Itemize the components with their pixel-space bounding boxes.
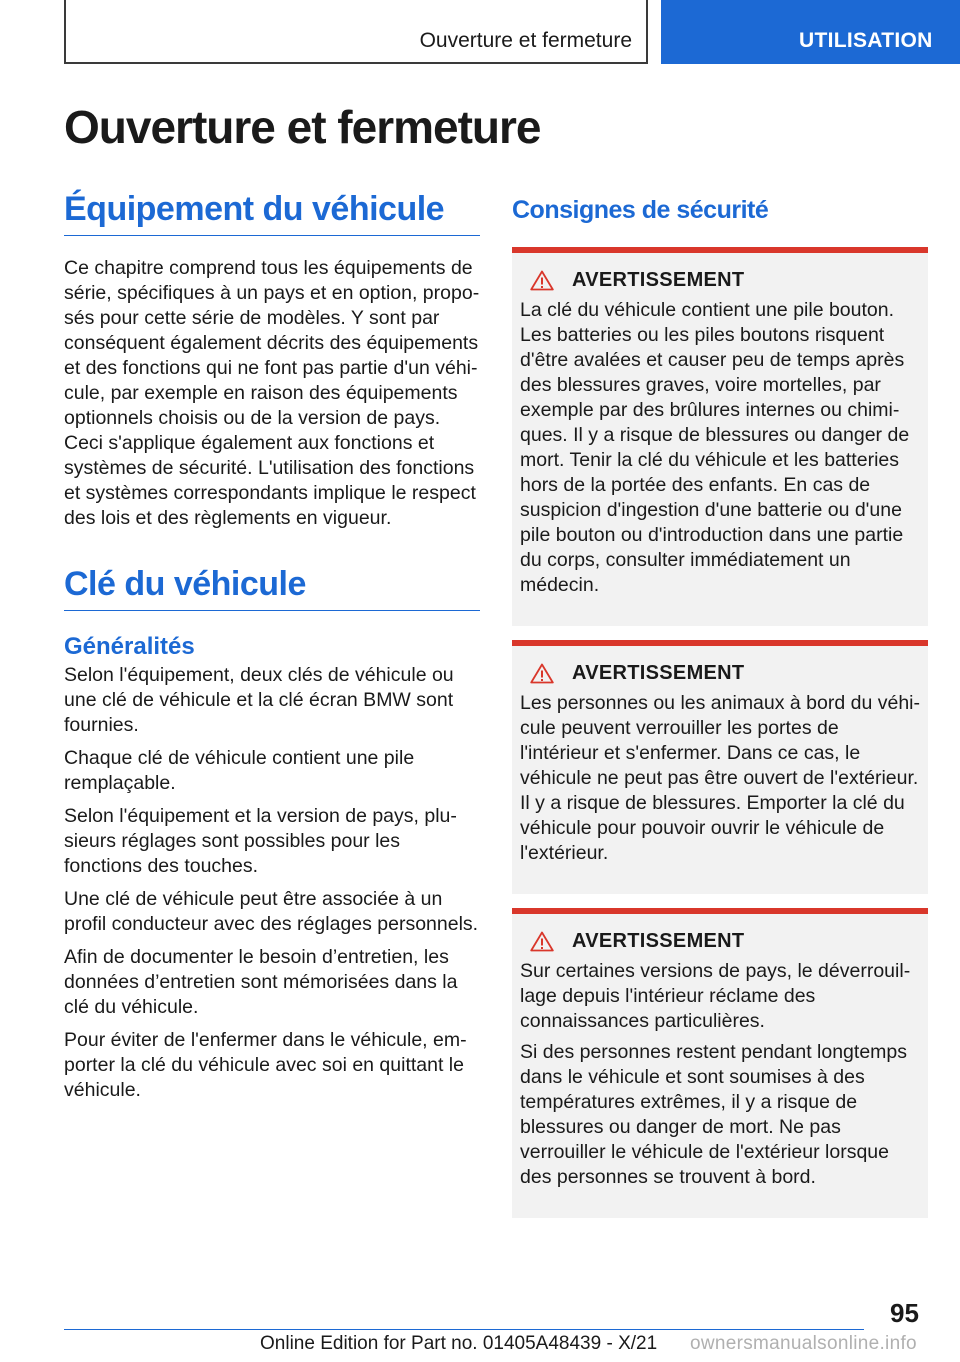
footer-divider <box>64 1329 864 1330</box>
header-chapter-tab <box>661 0 960 64</box>
warning-triangle-icon <box>530 931 554 952</box>
general-paragraph: Selon l'équipement et la version de pays, plusieurs réglages sont possibles pour les fonctions des touches. <box>64 805 457 877</box>
warning-label: AVERTISSEMENT <box>572 930 745 952</box>
warning-box <box>512 908 928 1218</box>
right-column <box>512 190 928 1218</box>
warning-box <box>512 640 928 894</box>
general-paragraph: Une clé de véhicule peut être associée à un profil conducteur avec des réglages personnels. <box>64 888 479 935</box>
general-paragraph: Selon l'équipement, deux clés de véhicule ou une clé de véhicule et la clé écran BMW sont fournies. <box>64 664 454 736</box>
warning-header <box>520 269 920 292</box>
warning-label: AVERTISSEMENT <box>572 269 745 291</box>
warning-label: AVERTISSEMENT <box>572 662 745 684</box>
warning-header <box>520 662 920 685</box>
warning-text: Si des personnes restent pendant longtemps dans le véhicule et sont soumises à des températures extrêmes, il y a risque de blessures ou danger de mort. Ne pas verrouiller le véhicule de l'extérieur lorsque des personnes se trouvent à bord. <box>520 1041 908 1188</box>
page-title: Ouverture et fermeture <box>64 101 541 153</box>
header-chapter-label: UTILISATION <box>799 29 933 52</box>
general-heading: Généralités <box>64 633 195 660</box>
warning-triangle-icon <box>530 270 554 291</box>
key-heading: Clé du véhicule <box>64 565 480 611</box>
warning-triangle-icon <box>530 663 554 684</box>
warning-text: Sur certaines versions de pays, le déverrouillage depuis l'intérieur réclame des connaissances particulières. <box>520 960 911 1032</box>
warning-header <box>520 930 920 953</box>
equipment-heading: Équipement du véhicule <box>64 190 480 236</box>
left-column <box>64 190 480 1111</box>
warning-box <box>512 247 928 626</box>
equipment-paragraph: Ce chapitre comprend tous les équipements de série, spécifiques à un pays et en option, proposés pour cette série de modèles. Y sont par conséquent également décrits des équipements et des fonctions qui ne font pas partie d'un véhicule, par exemple en raison des équipements optionnels choisis ou de la version de pays. Ceci s'applique également aux fonctions et systèmes de sécurité. L'utilisation des fonctions et systèmes correspondants implique le respect des lois et des règlements en vigueur. <box>64 257 480 529</box>
header-section-label: Ouverture et fermeture <box>419 29 632 52</box>
general-paragraph: Pour éviter de l'enfermer dans le véhicule, emporter la clé du véhicule avec soi en quittant le véhicule. <box>64 1029 467 1101</box>
general-paragraph: Afin de documenter le besoin d’entretien, les données d’entretien sont mémorisées dans la clé du véhicule. <box>64 946 458 1018</box>
footer-watermark: ownersmanualsonline.info <box>690 1333 917 1354</box>
general-paragraph: Chaque clé de véhicule contient une pile remplaçable. <box>64 747 415 794</box>
safety-heading: Consignes de sécurité <box>512 196 769 224</box>
footer-edition: Online Edition for Part no. 01405A48439 - X/21 <box>260 1333 658 1354</box>
header-section-tab <box>64 0 648 64</box>
page-number: 95 <box>890 1298 919 1328</box>
warning-text: La clé du véhicule contient une pile bouton. Les batteries ou les piles boutons risquent d'être avalées et causer peu de temps après des blessures graves, voire mortelles, par exemple par des brûlures internes ou chimiques. Il y a risque de blessures ou danger de mort. Tenir la clé du véhicule et les batteries hors de la portée des enfants. En cas de suspicion d'ingestion d'une batterie ou d'une pile bouton ou d'introduction dans une partie du corps, consulter immédiatement un médecin. <box>520 299 910 596</box>
warning-text: Les personnes ou les animaux à bord du véhicule peuvent verrouiller les portes de l'intérieur et s'enfermer. Dans ce cas, le véhicule ne peut pas être ouvert de l'extérieur. Il y a risque de blessures. Emporter la clé du véhicule pour pouvoir ouvrir le véhicule de l'extérieur. <box>520 692 921 864</box>
